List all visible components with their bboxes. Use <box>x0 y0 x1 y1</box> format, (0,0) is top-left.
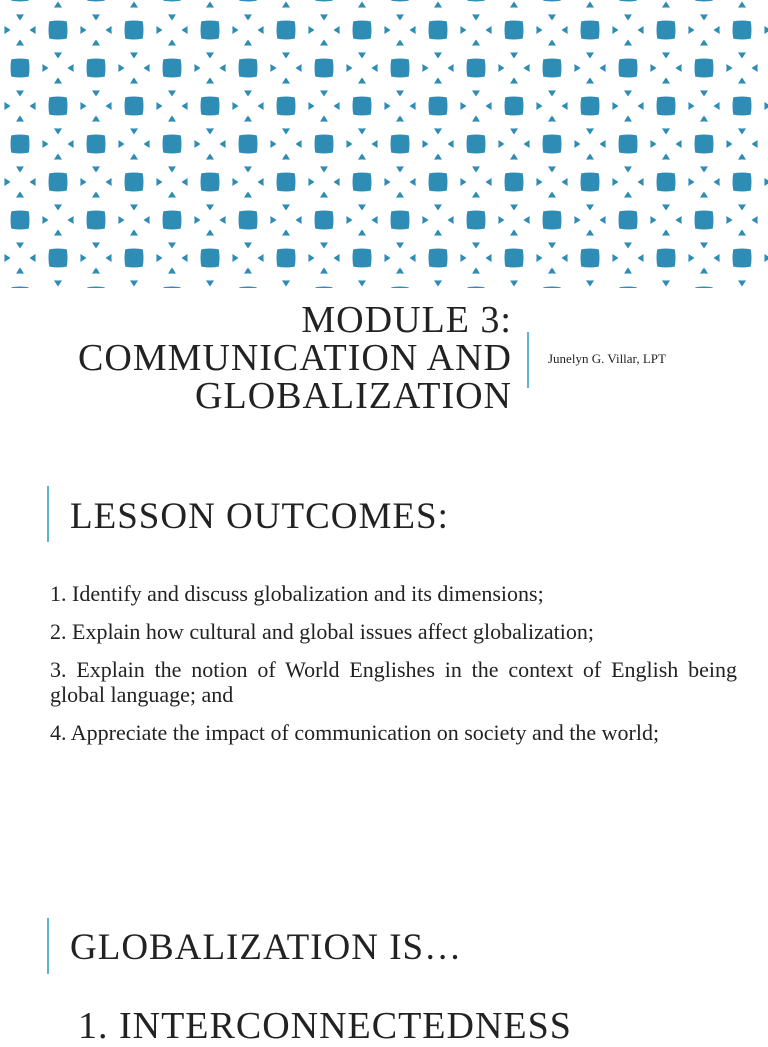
outcome-item-2: 2. Explain how cultural and global issues affect globalization; <box>50 619 594 644</box>
decorative-pattern-banner <box>0 0 768 288</box>
author-name: Junelyn G. Villar, LPT <box>548 351 666 366</box>
outcome-item-1: 1. Identify and discuss globalization and its dimensions; <box>50 581 544 606</box>
interconnectedness-item: 1. INTERCONNECTEDNESS <box>78 1005 572 1047</box>
globalization-heading-bar <box>47 918 49 974</box>
outcomes-list <box>50 581 737 758</box>
outcomes-heading-bar <box>47 486 49 542</box>
globalization-heading: GLOBALIZATION IS… <box>70 927 463 968</box>
outcome-item-3: 3. Explain the notion of World Englishes in the context of English being global language; and <box>50 657 737 707</box>
outcome-item-4: 4. Appreciate the impact of communication on society and the world; <box>50 720 660 745</box>
title-line-1: MODULE 3: <box>301 299 512 341</box>
title-divider <box>527 332 529 388</box>
title-line-3: GLOBALIZATION <box>195 375 512 417</box>
outcomes-heading: LESSON OUTCOMES: <box>70 496 449 537</box>
title-line-2: COMMUNICATION AND <box>78 337 512 379</box>
circle-lattice-pattern <box>0 0 768 288</box>
title-block <box>0 296 512 420</box>
